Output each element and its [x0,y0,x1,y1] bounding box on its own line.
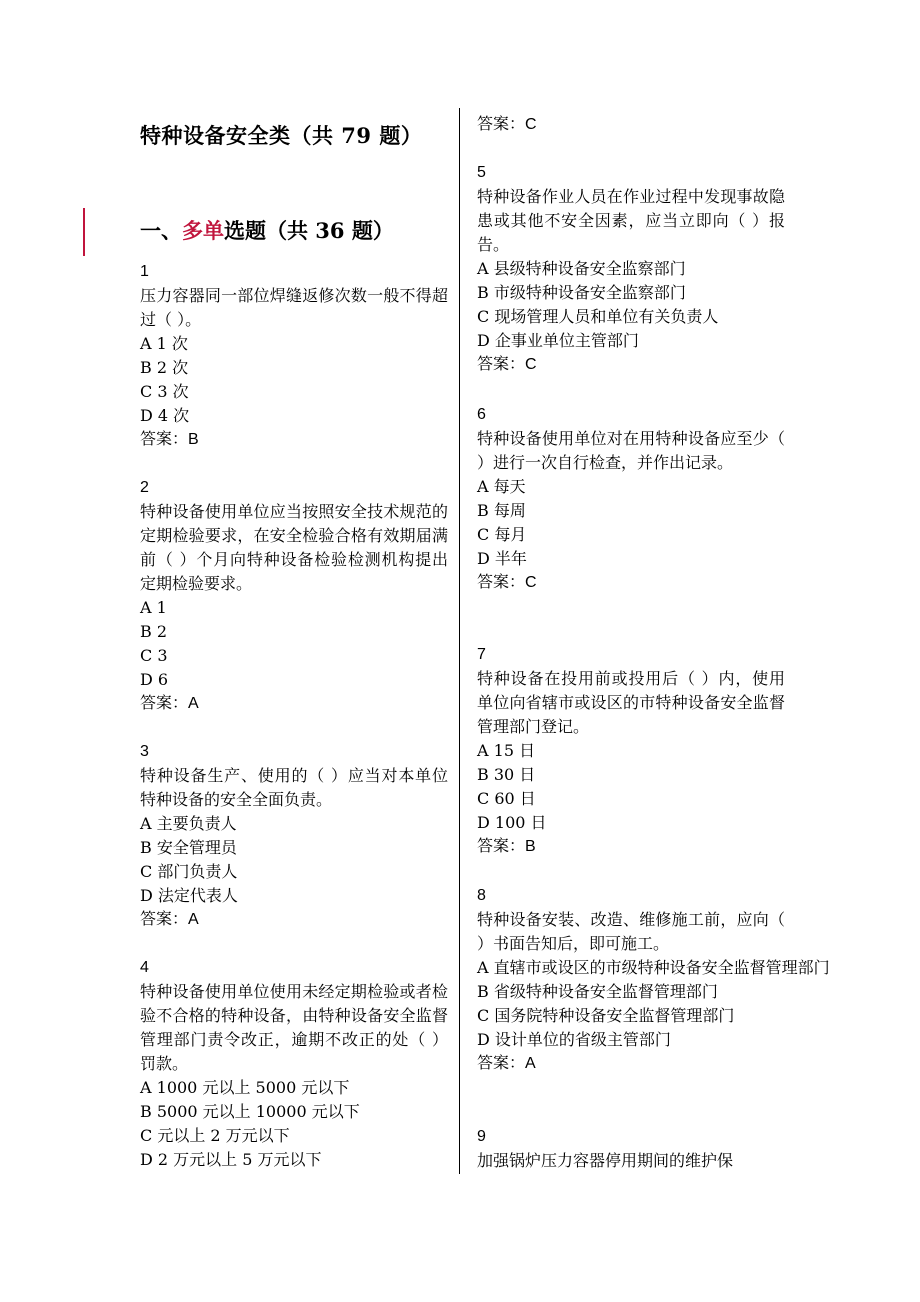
answer-option: A 15 日 [477,741,536,760]
answer-option: D 设计单位的省级主管部门 [477,1030,671,1049]
answer-option: D 企事业单位主管部门 [477,331,639,350]
answer-option: A 1000 元以上 5000 元以下 [140,1078,350,1097]
answer-option: B 省级特种设备安全监督管理部门 [477,982,718,1001]
question-number: 7 [477,646,486,663]
question-number: 8 [477,887,486,904]
answer-option: C 元以上 2 万元以下 [140,1126,290,1145]
answer-key: 答案：A [140,695,199,712]
answer-option: C 3 [140,646,168,665]
question-block [477,643,785,859]
question-block [477,113,785,137]
answer-option: C 每月 [477,525,527,544]
answer-option: B 30 日 [477,765,536,784]
question-block [140,956,448,1172]
question-number: 3 [140,743,149,760]
section-heading [140,215,394,245]
question-block [477,884,830,1076]
answer-key: 答案：C [477,574,537,591]
question-block [140,740,448,932]
answer-option: D 4 次 [140,406,190,425]
answer-option: A 每天 [477,477,526,496]
answer-option: D 100 日 [477,813,547,832]
section-prefix: 一、 [140,218,182,243]
answer-key: 答案：A [477,1055,536,1072]
question-stem: 特种设备安装、改造、维修施工前，应向（ ）书面告知后，即可施工。 [477,910,785,953]
answer-option: A 1 次 [140,334,188,353]
answer-option: B 2 次 [140,358,189,377]
question-number: 5 [477,164,486,181]
answer-option: C 国务院特种设备安全监督管理部门 [477,1006,735,1025]
answer-option: D 半年 [477,549,527,568]
answer-option: A 直辖市或设区的市级特种设备安全监督管理部门 [477,958,830,977]
question-block [477,1125,785,1173]
section-highlight: 多单 [182,218,224,243]
answer-option: A 县级特种设备安全监察部门 [477,259,686,278]
answer-option: A 1 [140,598,167,617]
answer-key: 答案：C [477,356,537,373]
question-block [140,476,448,716]
answer-key: 答案：A [140,911,199,928]
column-divider [459,108,460,1174]
question-number: 1 [140,263,149,280]
answer-option: D 2 万元以上 5 万元以下 [140,1150,322,1169]
answer-key: 答案：B [477,838,536,855]
section-suffix: 选题（共 36 题） [224,218,394,243]
answer-key: 答案：C [477,116,537,133]
answer-key: 答案：B [140,431,199,448]
answer-option: B 2 [140,622,168,641]
answer-option: C 部门负责人 [140,862,238,881]
answer-option: C 60 日 [477,789,536,808]
answer-option: B 安全管理员 [140,838,237,857]
answer-option: B 每周 [477,501,526,520]
question-stem: 特种设备在投用前或投用后（ ）内，使用单位向省辖市或设区的市特种设备安全监督管理部门登记。 [477,669,785,736]
document-title: 特种设备安全类（共 79 题） [140,123,423,148]
answer-option: B 市级特种设备安全监察部门 [477,283,686,302]
question-number: 2 [140,479,149,496]
question-stem: 特种设备使用单位应当按照安全技术规范的定期检验要求，在安全检验合格有效期届满前（ ）个月向特种设备检验检测机构提出定期检验要求。 [140,502,448,593]
answer-option: D 6 [140,670,169,689]
question-stem: 加强锅炉压力容器停用期间的维护保 [477,1151,734,1170]
question-stem: 特种设备生产、使用的（ ）应当对本单位特种设备的安全全面负责。 [140,766,448,809]
answer-option: D 法定代表人 [140,886,238,905]
question-block [477,161,785,377]
question-stem: 压力容器同一部位焊缝返修次数一般不得超过（ ）。 [140,286,448,329]
question-number: 9 [477,1128,486,1145]
question-stem: 特种设备使用单位使用未经定期检验或者检验不合格的特种设备，由特种设备安全监督管理部门责令改正，逾期不改正的处（ ）罚款。 [140,982,448,1073]
answer-option: B 5000 元以上 10000 元以下 [140,1102,360,1121]
question-block [140,260,448,452]
question-stem: 特种设备作业人员在作业过程中发现事故隐患或其他不安全因素，应当立即向（ ）报告。 [477,187,785,254]
answer-option: C 现场管理人员和单位有关负责人 [477,307,719,326]
question-stem: 特种设备使用单位对在用特种设备应至少（ ）进行一次自行检查，并作出记录。 [477,429,785,472]
question-number: 4 [140,959,149,976]
question-block [477,403,785,595]
question-number: 6 [477,406,486,423]
revision-marker [83,208,85,256]
answer-option: C 3 次 [140,382,189,401]
answer-option: A 主要负责人 [140,814,237,833]
